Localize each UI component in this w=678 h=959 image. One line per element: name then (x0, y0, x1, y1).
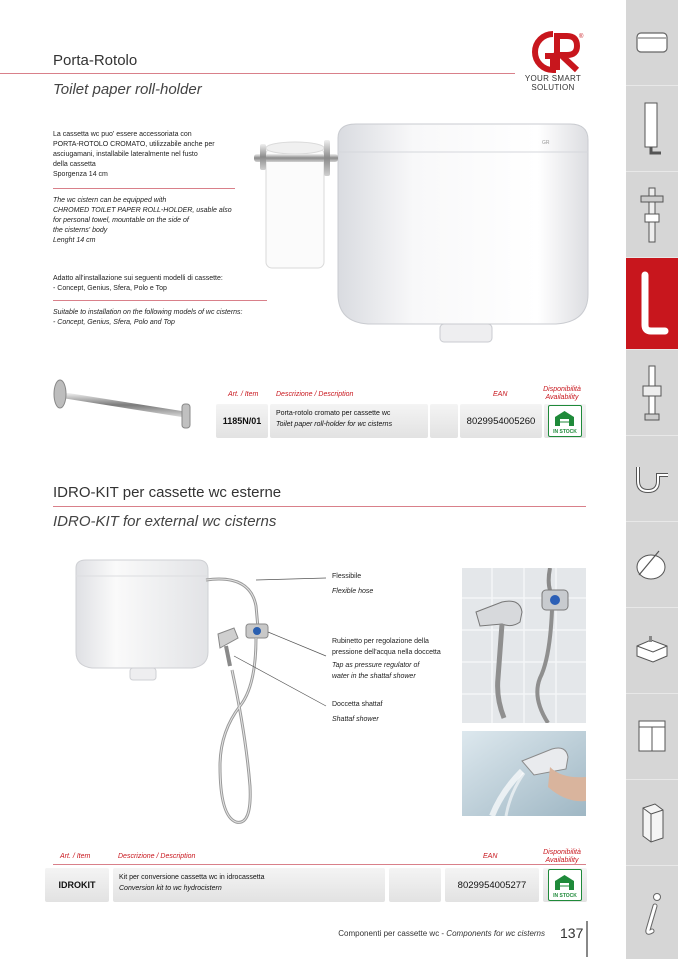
desc-it-line: Sporgenza 14 cm (53, 171, 108, 178)
callout-shattaf-it: Doccetta shattaf (332, 701, 383, 708)
roll-holder-image (48, 374, 198, 430)
table2-header-availability (536, 849, 588, 865)
table1-header-ean: EAN (493, 391, 508, 398)
footer-caption-en: Components for wc cisterns (446, 929, 545, 938)
sidebar-tab-flush-pipes[interactable] (626, 86, 678, 172)
sidebar-tab-cisterns[interactable] (626, 0, 678, 86)
registered-mark: ® (579, 34, 584, 40)
models-en-line: - Concept, Genius, Sfera, Polo and Top (53, 319, 175, 326)
section2-title-en: IDRO-KIT for external wc cisterns (53, 513, 277, 530)
product1-spacer-cell (430, 404, 458, 438)
product1-desc-en: Toilet paper roll-holder for wc cisterns (276, 421, 393, 428)
product2-description (113, 868, 385, 902)
shattaf-in-use-photo (462, 731, 586, 816)
flush-pipe-icon (637, 99, 667, 159)
tagline-line-1: YOUR SMART (524, 74, 582, 83)
footer-caption (240, 929, 545, 938)
callout-tap (332, 636, 441, 682)
product2-desc-it: Kit per conversione cassetta wc in idrocassetta (119, 874, 265, 881)
table2-header-rule (53, 864, 586, 865)
footer-divider (586, 921, 588, 957)
desc-en-line: CHROMED TOILET PAPER ROLL-HOLDER, usable also (53, 207, 232, 214)
table1-header-availability (536, 386, 588, 402)
sidebar-tab-flush-valves[interactable] (626, 350, 678, 436)
availability-label-it: Disponibilità (543, 386, 581, 393)
idro-kit-illustration (70, 556, 332, 836)
models-en-line: Suitable to installation on the following models of wc cisterns: (53, 309, 243, 316)
sidebar-tab-info[interactable] (626, 866, 678, 959)
callout-shattaf (332, 699, 383, 725)
section1-rule (0, 73, 515, 74)
product1-in-stock-badge (548, 405, 582, 437)
callout-hose-en: Flexible hose (332, 588, 374, 595)
models-it-line: Adatto all'installazione sui seguenti modelli di cassette: (53, 275, 223, 282)
product1-code: 1185N/01 (216, 404, 268, 438)
warehouse-icon (549, 872, 580, 892)
callout-tap-it-2: pressione dell'acqua nella doccetta (332, 649, 441, 656)
warehouse-icon (549, 408, 580, 428)
section1-models-en (53, 308, 243, 328)
sink-icon (633, 634, 671, 668)
sidebar-tab-shower-boxes[interactable] (626, 780, 678, 866)
callout-tap-en: Tap as pressure regulator of (332, 662, 420, 669)
section1-desc-it (53, 130, 215, 180)
cabinet-icon (635, 717, 669, 757)
models-divider (53, 300, 267, 301)
callout-shattaf-en: Shattaf shower (332, 716, 379, 723)
shattaf-tap-photo (462, 568, 586, 723)
sidebar-tab-siphons[interactable] (626, 436, 678, 522)
models-it-line: - Concept, Genius, Sfera, Polo e Top (53, 285, 167, 292)
desc-it-line: della cassetta (53, 161, 96, 168)
table2-header-ean: EAN (483, 853, 498, 860)
table1-header-description: Descrizione / Description (276, 391, 354, 398)
desc-divider (53, 188, 235, 189)
stock-label: IN STOCK (553, 893, 577, 899)
table2-header-description: Descrizione / Description (118, 853, 196, 860)
tagline-line-2: SOLUTION (531, 83, 575, 92)
desc-en-line: the cisterns' body (53, 227, 108, 234)
table2-header-item: Art. / Item (60, 853, 91, 860)
section2-rule (53, 506, 586, 507)
desc-en-line: Lenght 14 cm (53, 237, 96, 244)
section1-title-it: Porta-Rotolo (53, 52, 138, 69)
product2-desc-en: Conversion kit to wc hydrocistern (119, 885, 222, 892)
flush-valve-icon (637, 362, 667, 424)
availability-label-it: Disponibilità (543, 849, 581, 856)
siphon-icon (632, 459, 672, 499)
availability-label-en: Availability (545, 394, 579, 401)
sidebar-tab-accessories[interactable] (626, 258, 678, 350)
desc-it-line: PORTA-ROTOLO CROMATO, utilizzabile anche per (53, 141, 215, 148)
availability-label-en: Availability (545, 857, 579, 864)
desc-en-line: The wc cistern can be equipped with (53, 197, 167, 204)
callout-flexible-hose (332, 571, 373, 597)
info-icon (637, 888, 667, 938)
desc-it-line: La cassetta wc puo' essere accessoriata con (53, 131, 192, 138)
footer-caption-it: Componenti per cassette wc - (338, 929, 447, 938)
sidebar-tab-cabinets[interactable] (626, 694, 678, 780)
product1-ean: 8029954005260 (460, 404, 542, 438)
cistern-with-roll-holder-image (246, 118, 608, 354)
product2-spacer-cell (389, 868, 441, 902)
cistern-icon (635, 30, 669, 56)
sidebar-tab-toilet-seats[interactable] (626, 522, 678, 608)
sidebar-tab-sinks[interactable] (626, 608, 678, 694)
sidebar-tab-fill-valves[interactable] (626, 172, 678, 258)
product1-desc-it: Porta-rotolo cromato per cassette wc (276, 410, 391, 417)
product1-description (270, 404, 428, 438)
bracket-icon (635, 269, 669, 339)
cistern-brand-mark: GR (542, 140, 550, 146)
section1-desc-en (53, 196, 232, 246)
stock-label: IN STOCK (553, 429, 577, 435)
table1-header-item: Art. / Item (228, 391, 259, 398)
category-sidebar (626, 0, 678, 959)
shower-box-icon (635, 800, 669, 846)
callout-tap-it: Rubinetto per regolazione della (332, 638, 429, 645)
toilet-seat-icon (633, 547, 671, 583)
section1-title-en: Toilet paper roll-holder (53, 81, 202, 98)
section2-title-it: IDRO-KIT per cassette wc esterne (53, 484, 282, 501)
logo-tagline (518, 74, 588, 92)
product2-in-stock-badge (548, 869, 582, 901)
product2-code: IDROKIT (45, 868, 109, 902)
section1-models-it (53, 274, 223, 294)
page-number: 137 (560, 925, 584, 941)
desc-it-line: asciugamani, installabile lateralmente nel fusto (53, 151, 198, 158)
callout-tap-en-2: water in the shattaf shower (332, 673, 416, 680)
desc-en-line: for personal towel, mountable on the side of (53, 217, 189, 224)
callout-hose-it: Flessibile (332, 573, 362, 580)
product2-ean: 8029954005277 (445, 868, 539, 902)
fill-valve-icon (637, 182, 667, 248)
